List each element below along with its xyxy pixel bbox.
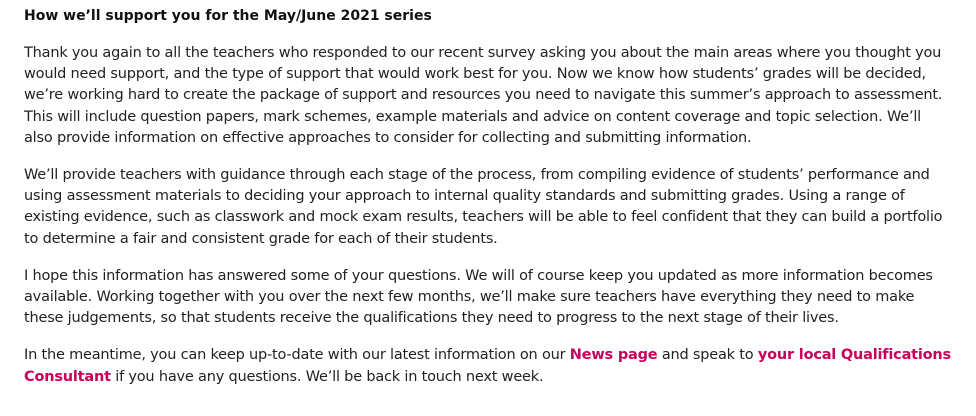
paragraph-survey-thanks: Thank you again to all the teachers who responded to our recent survey asking you about the main areas where you thought you would need support, and the type of support that would work best for you. Now we know how students’ grades will be decided, we’re working hard to create the package of support and resources you need to navigate this summer’s approach to assessment. This will include question papers, mark schemes, example materials and advice on content coverage and topic selection. We’ll also provide information on effective approaches to consider for collecting and submitting information. [24, 45, 943, 146]
paragraph-guidance: We’ll provide teachers with guidance through each stage of the process, from compiling evidence of students’ performance and using assessment materials to deciding your approach to internal quality standards and submitting grades. Using a range of existing evidence, such as classwork and mock exam results, teachers will be able to feel confident that they can build a portfolio to determine a fair and consistent grade for each of their students. [24, 167, 943, 247]
article-heading: How we’ll support you for the May/June 2021 series [24, 8, 432, 24]
contact-text-before: In the meantime, you can keep up-to-date with our latest information on our [24, 347, 570, 364]
qualifications-consultant-link[interactable]: your local Qualifications Consultant [24, 347, 951, 385]
contact-text-middle: and speak to [657, 347, 758, 364]
paragraph-updates: I hope this information has answered some of your questions. We will of course keep you updated as more information becomes available. Working together with you over the next few months, we’ll make sure teachers have everything they need to make these judgements, so that students receive the qualifications they need to progress to the next stage of their lives. [24, 267, 933, 327]
contact-text-after: if you have any questions. We’ll be back in touch next week. [110, 368, 544, 385]
paragraph-contact [24, 345, 952, 387]
news-page-link[interactable]: News page [569, 347, 658, 364]
